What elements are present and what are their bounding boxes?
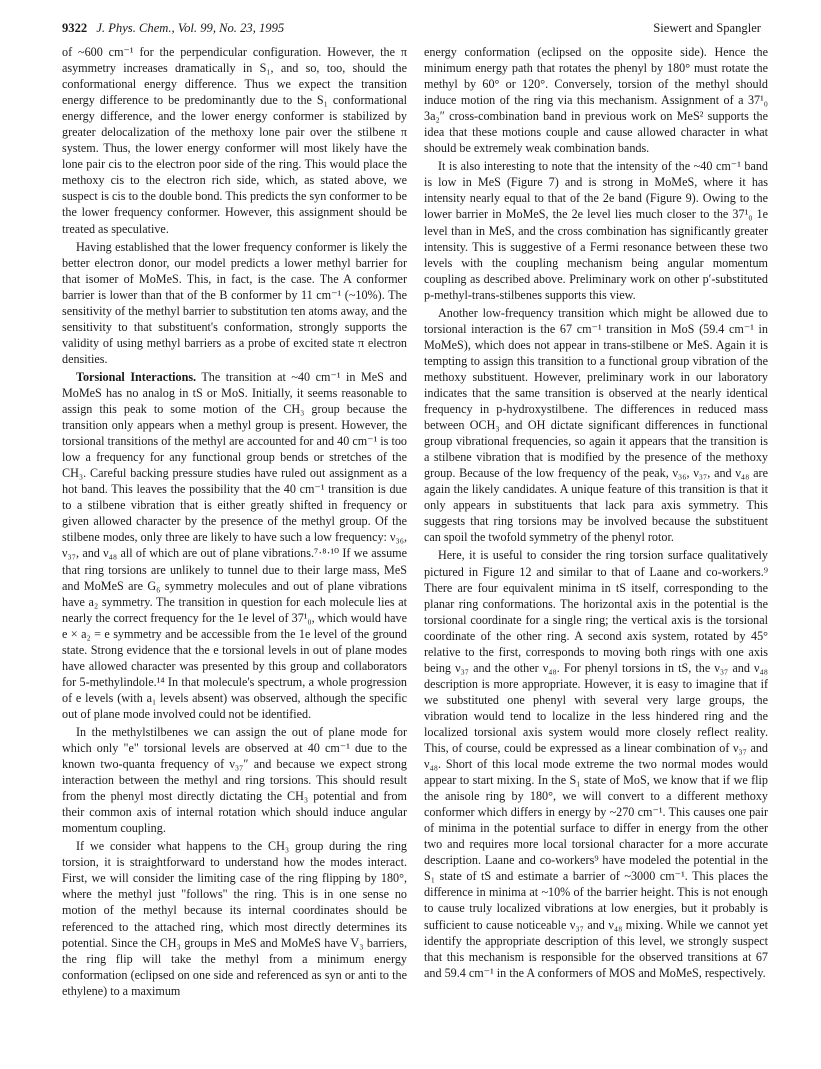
- paragraph: It is also interesting to note that the intensity of the ~40 cm⁻¹ band is low in MeS (Figure 7) and is strong in MoMeS, where it has intensity nearly equal to that of the 2e band (Figure 9). Owing to the lower barrier in MoMeS, the 2e level lies much closer to the 37¹₀ 1e level than in MeS, and the cross combination has significantly greater intensity. This is suggestive of a Fermi resonance between these two levels with the coupling mechanism being angular momentum coupling as described above. Preliminary work on other p′-substituted p-methyl-trans-stilbenes supports this view.: [424, 159, 768, 302]
- page-number: 9322: [62, 21, 88, 35]
- journal-citation: J. Phys. Chem., Vol. 99, No. 23, 1995: [96, 21, 285, 35]
- right-column: [424, 44, 768, 983]
- paragraph: Another low-frequency transition which might be allowed due to torsional interaction is the 67 cm⁻¹ transition in MoS (59.4 cm⁻¹ in MoMeS), which does not appear in trans-stilbene or MeS. Again it is tempting to assign this transition to a functional group vibration of the methoxy substituent. However, preliminary work in our laboratory indicates that the same transition is observed at the nearly identical frequency in p-hydroxystilbene. The differences in reduced mass between OCH₃ and OH dictate significant differences in functional group vibrational frequencies, so again it appears that the transition is a stilbene vibration that is modified by the presence of the methoxy group. Because of the low frequency of the peak, ν₃₆, ν₃₇, and ν₄₈ are again the likely candidates. A unique feature of this transition is that it only appears in substituents that lack para axis symmetry. This suggests that ring torsions may be involved because the substituent can spoil the twofold symmetry of the phenyl rotor.: [424, 305, 768, 545]
- paragraph: of ~600 cm⁻¹ for the perpendicular configuration. However, the π asymmetry increases dramatically in S₁, and so, too, should the conformational energy difference. Thus we expect the transition energy difference to be predominantly due to the S₁ conformational energy difference, and the lower energy conformer is stabilized by greater delocalization of the methoxy lone pair over the stilbene π system. Thus, the lower energy conformer will most likely have the lone pair cis to the electron poor side of the ring. This would place the methoxy cis to the electron rich side, which, as stated above, we suspect is cis to the double bond. This predicts the syn conformer to be the lower frequency conformer. However, this assignment should be treated as speculative.: [62, 45, 407, 236]
- paragraph: Here, it is useful to consider the ring torsion surface qualitatively pictured in Figure 12 and similar to that of Laane and co-workers.⁹ There are four equivalent minima in tS itself, corresponding to the planar ring conformations. The horizontal axis in the potential is the torsional coordinate for a single ring; the vertical axis is the torsional coordinate of the other ring. A second axis system, rotated by 45° relative to the first, corresponds to moving both rings with one axis being ν₃₇ and the other ν₄₈. For phenyl torsions in tS, the ν₃₇ and ν₄₈ description is more appropriate. However, it is easy to imagine that if we substituted one phenyl with several very large groups, the vibration would tend to localize in the less hindered ring and the localized torsional axis system would more closely reflect reality. This, of course, could be expressed as a linear combination of ν₃₇ and ν₄₈. Short of this local mode extreme the two normal modes would appear to start mixing. In the S₁ state of MoS, we know that if we flip the anisole ring by 180°, we will convert to a different methoxy conformer which differs in energy by ~270 cm⁻¹. This causes one pair of minima in the potential surface to differ in energy from the other two and requires more local torsional character for a more accurate description. Laane and co-workers⁹ have modeled the potential in the S₁ state of tS and estimate a barrier of ~3000 cm⁻¹. This places the difference in minima at ~10% of the barrier height. This is not enough to cause truly localized vibrations at low energies, but it probably is sufficient to cause noticeable ν₃₇ and ν₄₈ mixing. While we cannot yet identify the appropriate description of this level, we strongly suspect that this mechanism is responsible for the observed transitions at 67 and 59.4 cm⁻¹ in the A conformers of MOS and MoMeS, respectively.: [424, 548, 768, 980]
- paragraph: Having established that the lower frequency conformer is likely the better electron donor, our model predicts a lower methyl barrier for that isomer of MoMeS. This, in fact, is the case. The A conformer barrier is lower than that of the B conformer by 11 cm⁻¹ (~10%). The sensitivity of the methyl barrier to substitution ten atoms away, and the sensitivity to that substituent's conformation, strongly supports the validity of using methyl barriers as a probe of excited state π electron densities.: [62, 239, 407, 366]
- paragraph: In the methylstilbenes we can assign the out of plane mode for which only "e" torsional levels are observed at 40 cm⁻¹ due to the known two-quanta frequency of ν₃₇″ and because we expect strong interaction between the methyl and ring torsions. This should result from the phenyl most directly dictating the CH₃ potential and from their common axis of internal rotation which should induce angular momentum coupling.: [62, 724, 407, 836]
- left-column: [62, 44, 407, 1001]
- section-run-in-heading: Torsional Interactions.: [76, 369, 197, 384]
- paragraph: energy conformation (eclipsed on the opposite side). Hence the minimum energy path that rotates the phenyl by 180° must rotate the methyl by 60° or 120°. Conversely, torsion of the methyl should induce motion of the ring via this mechanism. Assignment of a 37¹₀ 3a₂″ cross-combination band in previous work on MeS² supports the idea that these motions couple and cause allowed character in what should be extremely weak combination bands.: [424, 45, 768, 156]
- paragraph: If we consider what happens to the CH₃ group during the ring torsion, it is straightforward to understand how the modes interact. First, we will consider the limiting case of the ring flipping by 180°, where the methyl just "follows" the ring. This is in one sense no motion of the methyl because its internal coordinates should be referenced to the attached ring, which most directly determines its potential. Since the CH₃ groups in MeS and MoMeS have V₃ barriers, the ring flip will take the methyl from a minimum energy conformation (eclipsed on one side and referenced as syn or anti to the ethylene) to a maximum: [62, 839, 407, 998]
- running-header: [62, 17, 761, 39]
- paragraph-text: The transition at ~40 cm⁻¹ in MeS and MoMeS has no analog in tS or MoS. Initially, it seems reasonable to assign this peak to some motion of the CH₃ group because the transition only appears when a methyl group is present. However, the torsional transitions of the methyl are accounted for and 40 cm⁻¹ is too low a frequency for any functional group bends or stretches of the CH₃. Careful backing pressure studies have ruled out assignment as a hot band. This leaves the possibility that the 40 cm⁻¹ transition is due to a stilbene vibration that is either greatly shifted in frequency or given allowed character by the presence of the methyl group. Of the stilbene modes, only three are likely to have such a low frequency: ν₃₆, ν₃₇, and ν₄₈ all of which are out of plane vibrations.⁷·⁸·¹⁰ If we assume that ring torsions are unlikely to tunnel due to their large mass, MeS and MoMeS are G₆ symmetry molecules and out of plane vibrations have a₂ symmetry. The transition in question for each molecule lies at nearly the correct frequency for the 1e level of 37¹₀, which would have e × a₂ = e symmetry and be accessible from the 1e level of the ground state. Strong evidence that the e torsional levels in out of plane modes have allowed character was presented by this group and collaborators for 5-methylindole.¹⁴ In that molecule's spectrum, a whole progression of e levels (with a₁ levels absent) was observed, although the specific out of plane mode involved could not be identified.: [62, 369, 407, 721]
- paragraph: [62, 369, 407, 722]
- running-authors: Siewert and Spangler: [653, 21, 761, 35]
